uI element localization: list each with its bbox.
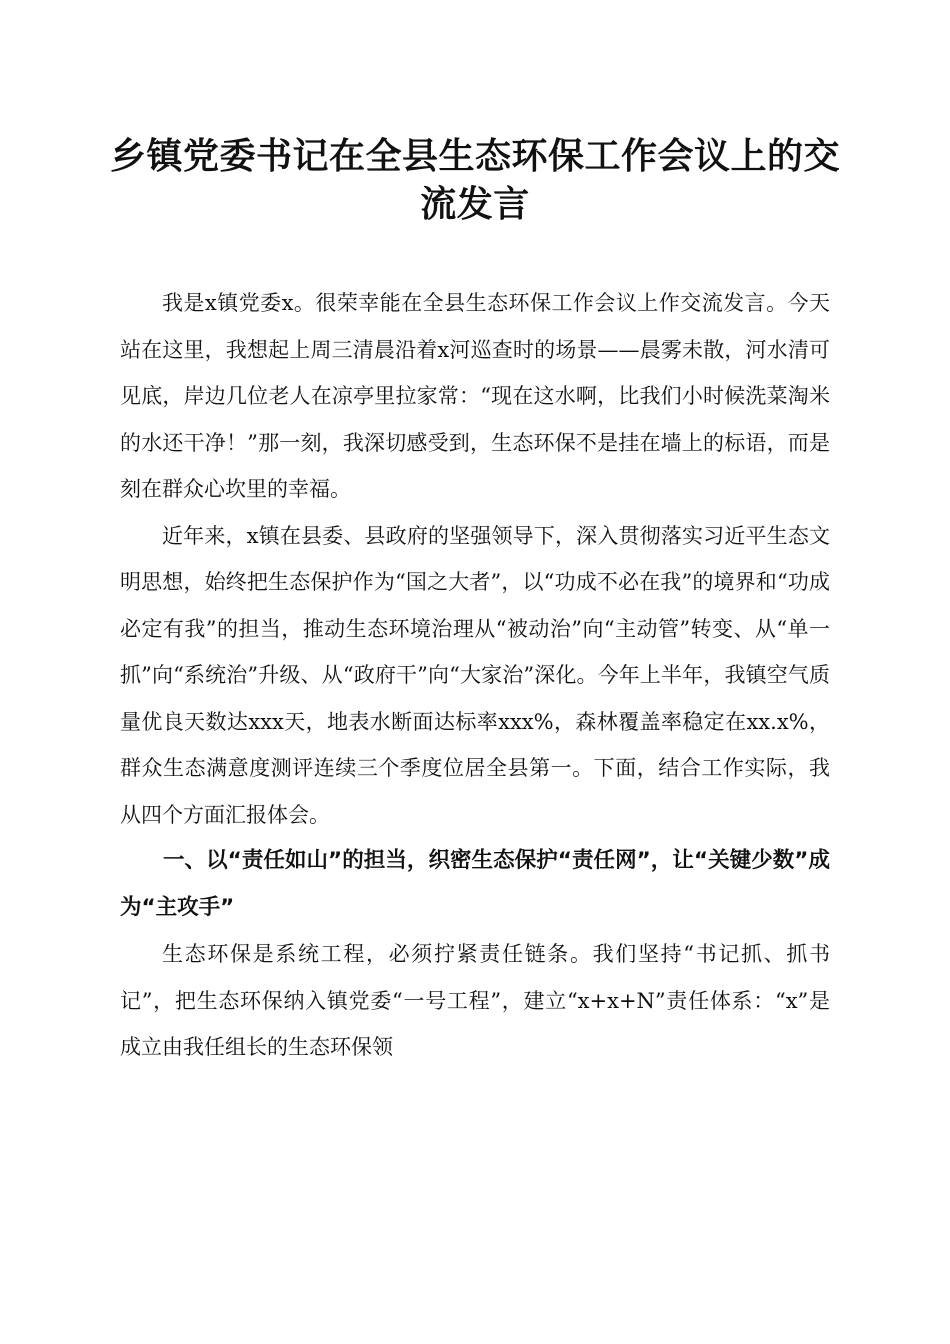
overview-paragraph: 近年来，x镇在县委、县政府的坚强领导下，深入贯彻落实习近平生态文明思想，始终把生态保护作为“国之大者”，以“功成不必在我”的境界和“功成必定有我”的担当，推动生态环境治理从“被动治”向“主动管”转变、从“单一抓”向“系统治”升级、从“政府干”向“大家治”深化。今年上半年，我镇空气质量优良天数达xxx天，地表水断面达标率xxx%，森林覆盖率稳定在xx.x%，群众生态满意度测评连续三个季度位居全县第一。下面，结合工作实际，我从四个方面汇报体会。	[120, 523, 830, 827]
intro-paragraph: 我是x镇党委x。很荣幸能在全县生态环保工作会议上作交流发言。今天站在这里，我想起上周三清晨沿着x河巡查时的场景——晨雾未散，河水清可见底，岸边几位老人在凉亭里拉家常：“现在这水啊，比我们小时候洗菜淘米的水还干净！”那一刻，我深切感受到，生态环保不是挂在墙上的标语，而是刻在群众心坎里的幸福。	[120, 291, 830, 501]
section-1-paragraph: 生态环保是系统工程，必须拧紧责任链条。我们坚持“书记抓、抓书记”，把生态环保纳入镇党委“一号工程”，建立“x+x+N”责任体系：“x”是成立由我任组长的生态环保领	[120, 942, 830, 1059]
document-title: 乡镇党委书记在全县生态环保工作会议上的交流发言	[109, 135, 840, 225]
document-body	[120, 280, 830, 1071]
section-heading-1: 一、以“责任如山”的担当，织密生态保护“责任网”，让“关键少数”成为“主攻手”	[120, 848, 830, 920]
